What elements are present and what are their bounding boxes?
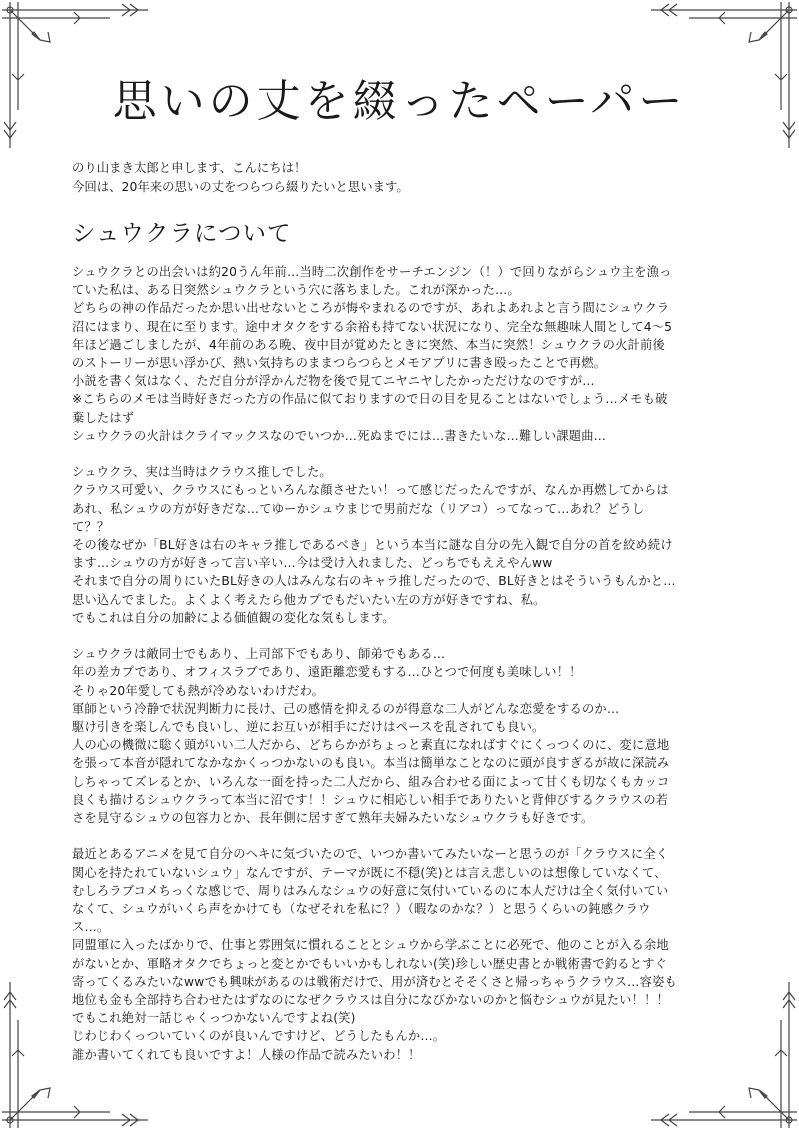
- paragraph-line: 良くも描けるシュウクラって本当に沼です！！シュウに相応しい相手でありたいと背伸びするクラウスの若: [72, 792, 669, 807]
- paragraph-line: さを見守るシュウの包容力とか、長年側に居すぎて熟年夫婦みたいなシュウクラも好きです。: [72, 811, 594, 826]
- paragraph-line: そりゃ20年愛しても熱が冷めないわけだわ。: [72, 683, 325, 698]
- paragraph-line: のストーリーが思い浮かび、熱い気持ちのままつらつらとメモアプリに書き殴ったことで再燃。: [72, 356, 607, 371]
- paragraph-line: でもこれ絶対一話じゃくっつかないんですよね(笑): [72, 1011, 356, 1026]
- intro-block: [72, 158, 732, 196]
- paragraph-line: シュウクラは敵同士でもあり、上司部下でもあり、師弟でもある…: [72, 647, 446, 662]
- paragraph-line: 最近とあるアニメを見て自分のヘキに気づいたので、いつか書いてみたいなーと思うのが「クラウスに全く: [72, 847, 669, 862]
- article-body: [72, 263, 737, 1082]
- paragraph-line: 思い込んでました。よくよく考えたら他カプでもだいたい左の方が好きですね、私。: [72, 592, 546, 607]
- paragraph: [72, 645, 737, 827]
- paragraph-line: それまで自分の周りにいたBL好きの人はみんな右のキャラ推しだったので、BL好きとはそういうもんかと…: [72, 574, 676, 589]
- paragraph-line: 関心を持たれていないシュウ」なんですが、テーマが既に不穏(笑)とは言え悲しいのは想像していなくて、: [72, 865, 667, 880]
- paragraph-line: 人の心の機微に聡く頭がいい二人だから、どちらかがちょっと素直になればすぐにくっつくのに、変に意地: [72, 738, 670, 753]
- paragraph-line: 寄ってくるみたいなwwでも興味があるのは戦術だけで、用が済むとそそくさと帰っちゃうクラウス…容姿も: [72, 974, 677, 989]
- paragraph-line: シュウクラ、実は当時はクラウス推しでした。: [72, 465, 332, 480]
- paragraph-line: しちゃってズレるとか、いろんな一面を持った二人だから、組み合わせる面によって甘くも切なくもカッコ: [72, 774, 670, 789]
- paragraph-line: ※こちらのメモは当時好きだった方の作品に似ておりますので日の目を見ることはないでしょう…メモも破: [72, 392, 668, 407]
- paragraph-line: ていた私は、ある日突然シュウクラという穴に落ちました。これが深かった…。: [72, 283, 520, 298]
- paragraph-line: 地位も金も全部持ち合わせたはずなのになぜクラウスは自分になびかないのかと悩むシュウが見たい！！！: [72, 993, 669, 1008]
- paragraph-line: あれ、私シュウの方が好きだな…てゆーかシュウまじで男前だな（リアコ）ってなって…あれ？どうし: [72, 501, 645, 516]
- paragraph-line: 軍師という冷静で状況判断力に長け、己の感情を抑えるのが得意な二人がどんな恋愛をするのか…: [72, 701, 620, 716]
- paragraph-line: シュウクラとの出会いは約20うん年前…当時二次創作をサーチエンジン（！）で回りながらシュウ主を漁っ: [72, 265, 672, 279]
- intro-line: 今回は、20年来の思いの丈をつらつら綴りたいと思います。: [72, 179, 409, 194]
- paragraph: [72, 845, 737, 1063]
- paragraph-line: 沼にはまり、現在に至ります。途中オタクをする余裕も持てない状況になり、完全な無趣味人間として4～5: [72, 319, 673, 334]
- paragraph-line: 駆け引きを楽しんでも良いし、逆にお互いが相手にだけはペースを乱されても良い。: [72, 720, 545, 735]
- paragraph-line: その後なぜか「BL好きは右のキャラ推しであるべき」という本当に謎な自分の先入観で自分の首を絞め続け: [72, 538, 673, 553]
- paragraph-line: ス…。: [72, 920, 110, 935]
- section-heading: シュウクラについて: [72, 219, 292, 247]
- paragraph-line: シュウクラの火計はクライマックスなのでいつか…死ぬまでには…書きたいな…難しい課題曲…: [72, 428, 607, 443]
- paragraph-line: むしろラブコメちっくな感じで、周りはみんなシュウの好意に気付いているのに本人だけは全く気付いてい: [72, 883, 669, 898]
- page-title: 思いの丈を綴ったペーパー: [112, 76, 687, 127]
- paragraph-line: クラウス可愛い、クラウスにもっといろんな顔させたい！って感じだったんですが、なんか再燃してからは: [72, 483, 669, 498]
- paragraph-line: なくて、シュウがいくら声をかけても（なぜそれを私に？）（暇なのかな？）と思うくらいの鈍感クラウ: [72, 902, 651, 917]
- paragraph-line: でもこれは自分の加齢による価値観の変化な気もします。: [72, 610, 395, 625]
- paragraph-line: を張って本音が隠れてなかなかくっつかないのも良い。本当は簡単なことなのに頭が良すぎるが故に深読み: [72, 756, 670, 771]
- paragraph-line: 年ほど過ごしましたが、4年前のある晩、夜中目が覚めたときに突然、本当に突然！シュウクラの火計前後: [72, 337, 665, 352]
- paragraph-line: て？？: [72, 519, 110, 534]
- paragraph-line: どちらの神の作品だったか思い出せないところが悔やまれるのですが、あれよあれよと言う間にシュウクラ: [72, 301, 670, 316]
- paragraph: [72, 263, 737, 445]
- paragraph-line: 年の差カプであり、オフィスラブであり、遠距離恋愛もする…ひとつで何度も美味しい！！: [72, 665, 582, 680]
- paragraph-line: じわじわくっついていくのが良いんですけど、どうしたもんか…。: [72, 1029, 446, 1044]
- paragraph-line: 棄したはず: [72, 410, 135, 425]
- paragraph-line: がないとか、軍略オタクでちょっと変とかでもいいかもしれない(笑)珍しい歴史書とか戦術書で釣るとすぐ: [72, 956, 668, 971]
- intro-line: のり山まき太郎と申します、こんにちは！: [72, 160, 307, 175]
- paragraph-line: 同盟軍に入ったばかりで、仕事と雰囲気に慣れることとシュウから学ぶことに必死で、他のことが入る余地: [72, 938, 669, 953]
- paragraph-line: ます…シュウの方が好きって言い辛い…今は受け入れました、どっちでもええやんww: [72, 556, 553, 571]
- paragraph-line: 小説を書く気はなく、ただ自分が浮かんだ物を後で見てニヤニヤしたかっただけなのですが…: [72, 374, 595, 389]
- paragraph: [72, 463, 737, 627]
- paragraph-line: 誰か書いてくれても良いですよ！人様の作品で読みたいわ！！: [72, 1047, 421, 1062]
